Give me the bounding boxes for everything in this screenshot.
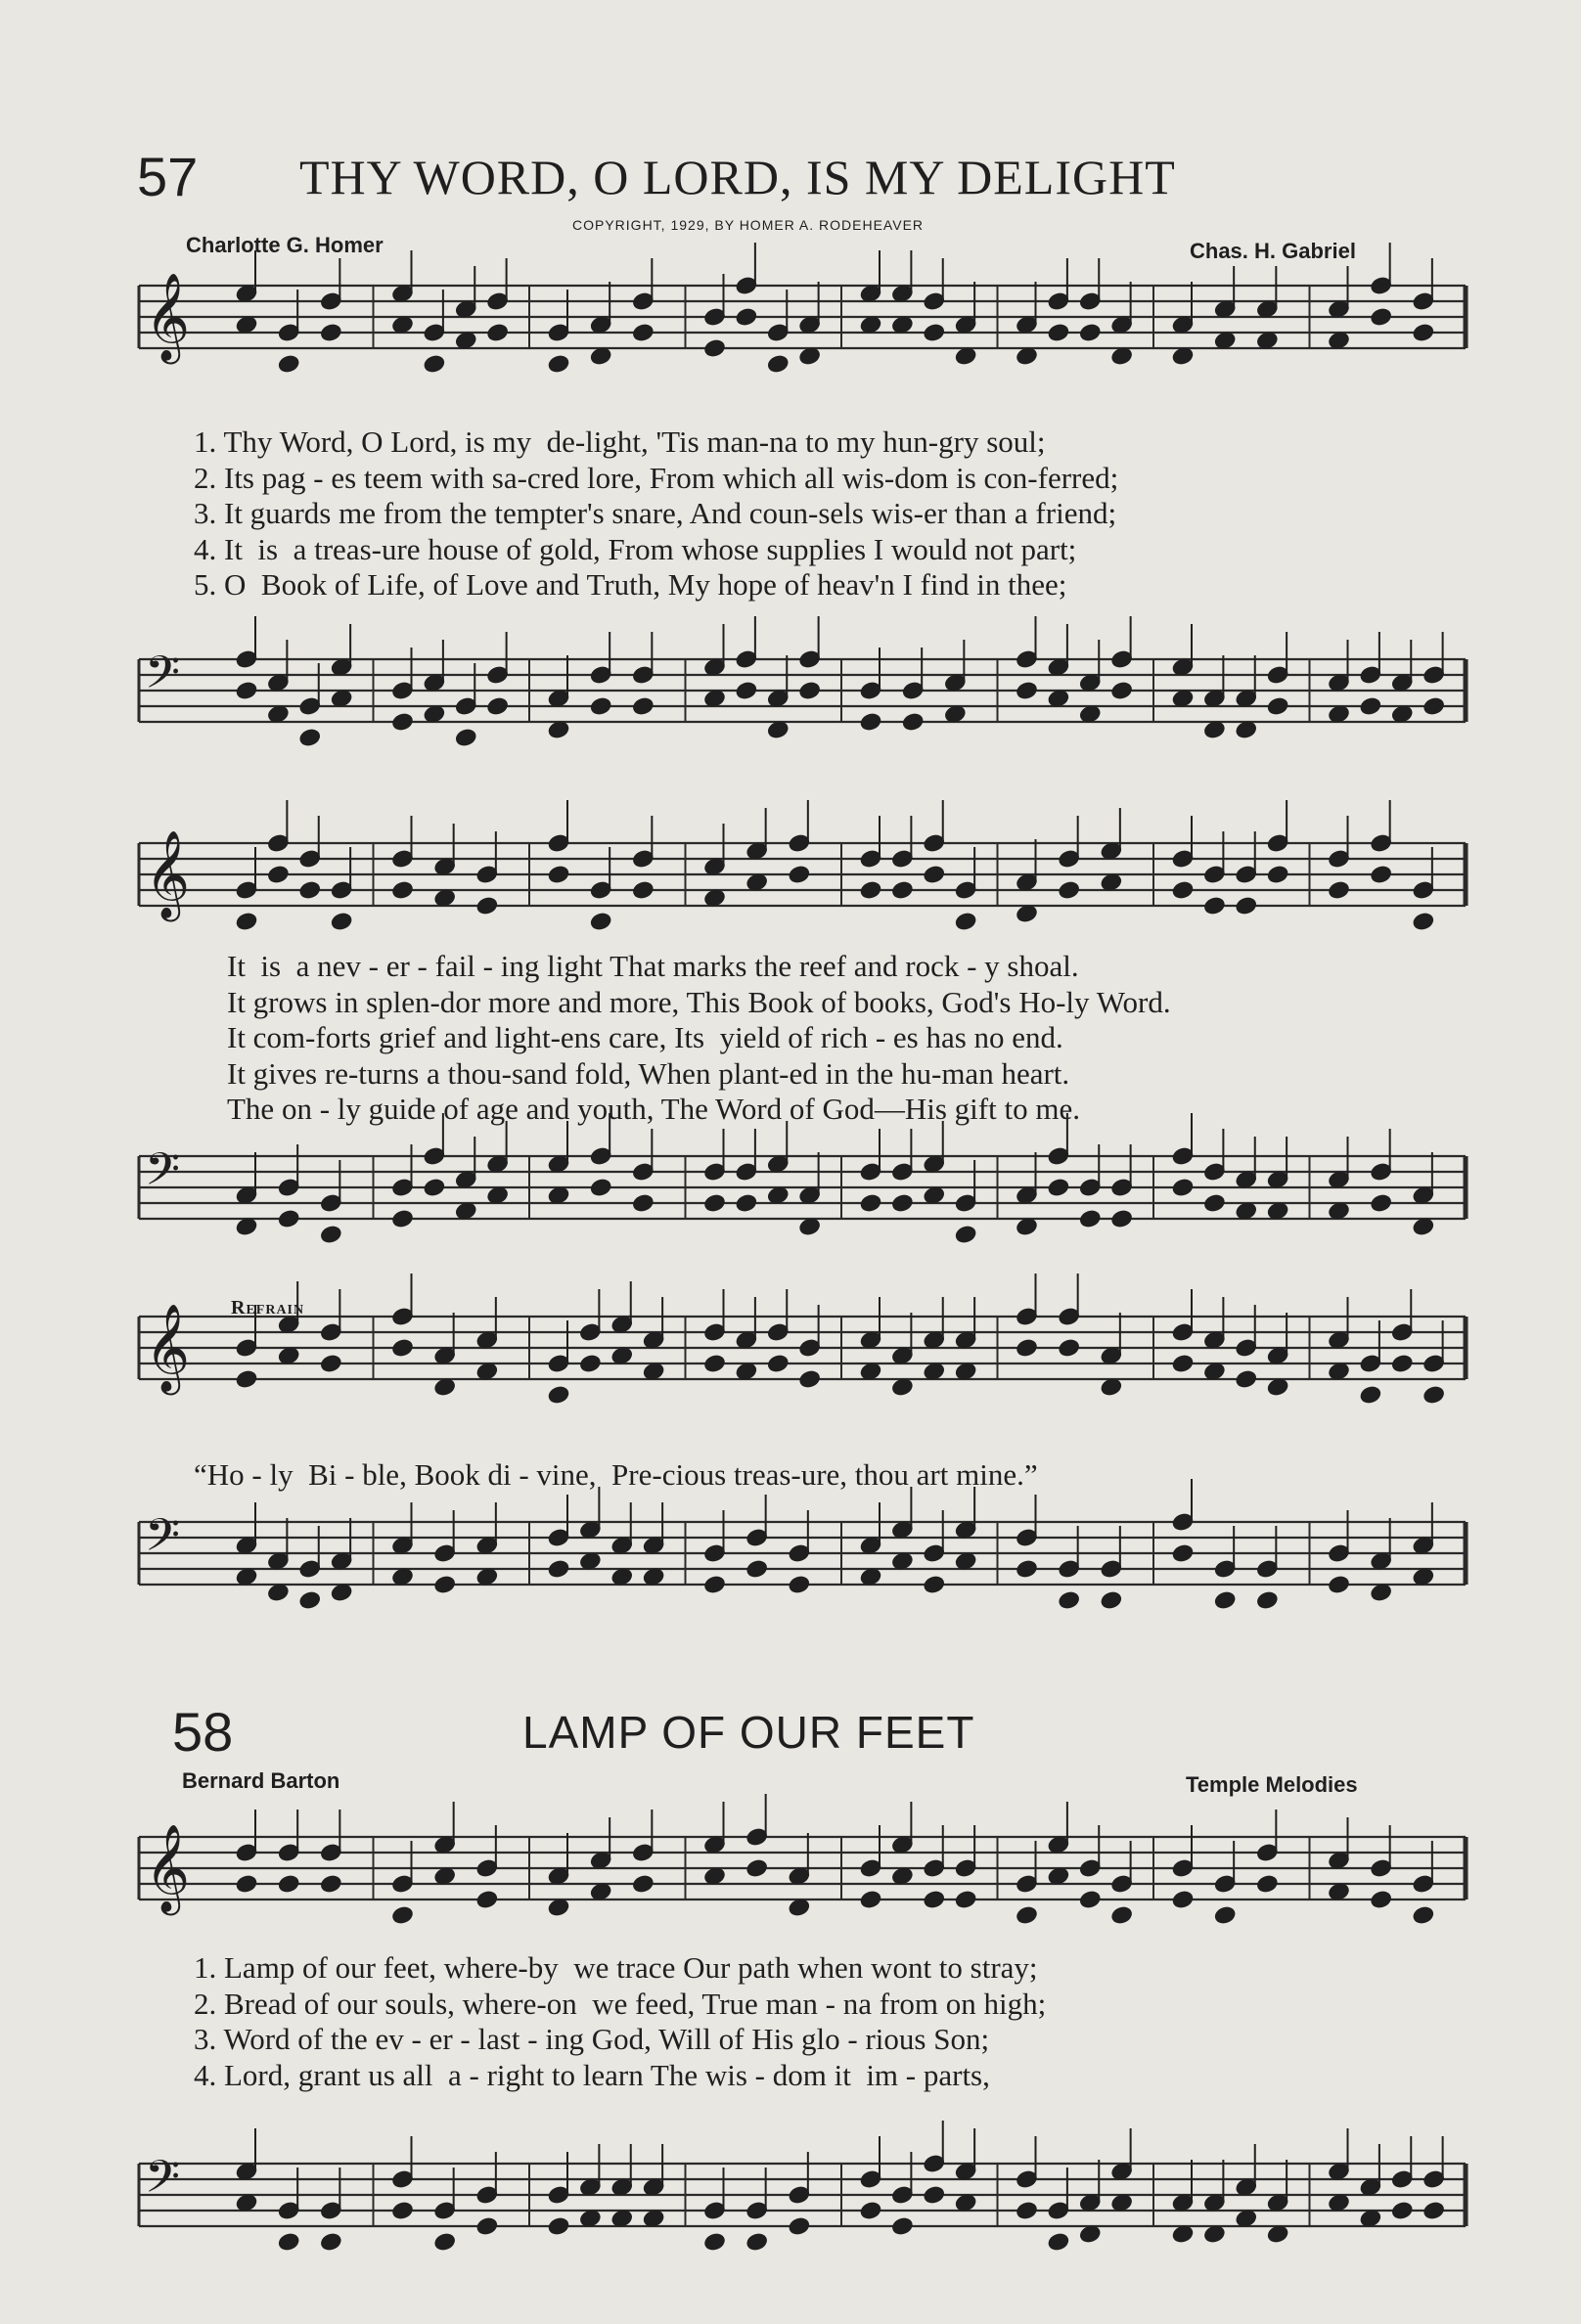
note-head xyxy=(391,1209,415,1229)
note-head xyxy=(1016,1338,1039,1359)
note-head xyxy=(703,1354,727,1374)
verse-line: The on - ly guide of age and youth, The Word of God—His gift to me. xyxy=(227,1092,1080,1126)
note-head xyxy=(1110,681,1134,701)
note-head xyxy=(1390,1354,1414,1374)
note-head xyxy=(235,1369,258,1390)
note-head xyxy=(1255,1590,1279,1611)
note-head xyxy=(1359,696,1382,717)
note-head xyxy=(1412,1905,1435,1926)
note-head xyxy=(703,2232,727,2253)
note-head xyxy=(735,307,758,328)
note-head xyxy=(859,880,882,901)
refrain-line: “Ho - ly Bi - ble, Book di - vine, Pre-cious treas-ure, thou art mine.” xyxy=(194,1457,1038,1492)
note-head xyxy=(859,2201,882,2221)
note-head xyxy=(589,1178,612,1198)
note-head xyxy=(1171,1543,1195,1564)
note-head xyxy=(703,1193,727,1214)
note-head xyxy=(589,912,612,932)
note-head xyxy=(1016,681,1039,701)
note-head xyxy=(798,681,822,701)
note-head xyxy=(298,1590,322,1611)
note-head xyxy=(1016,1905,1039,1926)
note-head xyxy=(277,354,300,375)
note-head xyxy=(923,2185,946,2206)
bass-clef-icon: 𝄢 xyxy=(145,1143,181,1207)
hymn-58-composer: Temple Melodies xyxy=(1186,1772,1358,1797)
refrain-lyrics xyxy=(194,1457,1038,1494)
note-head xyxy=(1423,2201,1446,2221)
verse-line: 2. Its pag - es teem with sa-cred lore, From which all wis-dom is con-ferred; xyxy=(194,460,1119,495)
note-head xyxy=(1058,880,1081,901)
note-head xyxy=(1255,1874,1279,1895)
note-head xyxy=(1266,696,1289,717)
treble-clef-icon: 𝄞 xyxy=(145,273,191,361)
note-head xyxy=(423,1178,446,1198)
verse-line: 2. Bread of our souls, where-on we feed, True man - na from on high; xyxy=(194,1986,1047,2021)
note-head xyxy=(788,2216,811,2237)
note-head xyxy=(486,696,510,717)
note-head xyxy=(631,323,655,343)
note-head xyxy=(1110,1209,1134,1229)
note-head xyxy=(890,2216,914,2237)
note-head xyxy=(266,865,290,885)
note-head xyxy=(745,2232,769,2253)
hymn-57-lyricist: Charlotte G. Homer xyxy=(186,233,384,257)
note-head xyxy=(631,1193,655,1214)
note-head xyxy=(1412,323,1435,343)
note-head xyxy=(890,880,914,901)
note-head xyxy=(391,1338,415,1359)
note-head xyxy=(745,1858,769,1879)
verse-line: 5. O Book of Life, of Love and Truth, My hope of heav'n I find in thee; xyxy=(194,567,1067,602)
note-head xyxy=(235,1874,258,1895)
note-head xyxy=(923,1575,946,1595)
note-head xyxy=(547,1559,570,1580)
note-head xyxy=(631,696,655,717)
note-head xyxy=(703,338,727,359)
note-head xyxy=(319,1225,342,1245)
note-head xyxy=(1423,1385,1446,1406)
note-head xyxy=(578,1354,602,1374)
note-head xyxy=(1047,323,1070,343)
verse-line: It is a nev - er - fail - ing light That marks the reef and rock - y shoal. xyxy=(227,949,1079,983)
note-head xyxy=(1058,1338,1081,1359)
note-head xyxy=(1171,1890,1195,1910)
note-head xyxy=(277,1209,300,1229)
note-head xyxy=(901,712,925,733)
note-head xyxy=(1110,1905,1134,1926)
note-head xyxy=(766,1354,790,1374)
note-head xyxy=(235,912,258,932)
note-head xyxy=(954,1225,977,1245)
note-head xyxy=(1412,912,1435,932)
note-head xyxy=(475,2216,499,2237)
note-head xyxy=(631,1874,655,1895)
note-head xyxy=(454,728,477,748)
note-head xyxy=(1359,1385,1382,1406)
note-head xyxy=(486,323,510,343)
note-head xyxy=(788,1575,811,1595)
verse-line: It gives re-turns a thou-sand fold, When plant-ed in the hu-man heart. xyxy=(227,1055,1070,1091)
note-head xyxy=(1235,896,1258,916)
note-head xyxy=(1016,1559,1039,1580)
refrain-label: Refrain xyxy=(231,1297,305,1318)
treble-clef-icon: 𝄞 xyxy=(145,830,191,918)
note-head xyxy=(1078,1209,1102,1229)
verse-line: 4. It is a treas-ure house of gold, From whose supplies I would not part; xyxy=(194,531,1077,566)
note-head xyxy=(547,1385,570,1406)
note-head xyxy=(923,1890,946,1910)
verse-line: 1. Lamp of our feet, where-by we trace Our path when wont to stray; xyxy=(194,1950,1038,1985)
hymn-58-lyricist: Bernard Barton xyxy=(182,1768,340,1793)
clefs xyxy=(145,273,190,2214)
hymn-57-composer: Chas. H. Gabriel xyxy=(1190,239,1356,263)
note-head xyxy=(391,1905,415,1926)
note-head xyxy=(1390,2201,1414,2221)
note-head xyxy=(954,1890,977,1910)
note-head xyxy=(423,354,446,375)
note-head xyxy=(547,865,570,885)
note-head xyxy=(319,1874,342,1895)
note-head xyxy=(788,865,811,885)
hymn-58-number: 58 xyxy=(172,1701,234,1763)
hymn-58-verses xyxy=(194,1950,1046,2093)
note-head xyxy=(391,880,415,901)
verse-line: 1. Thy Word, O Lord, is my de-light, 'Tis man-na to my hun-gry soul; xyxy=(194,425,1046,459)
note-head xyxy=(391,712,415,733)
note-head xyxy=(1171,880,1195,901)
note-head xyxy=(1078,323,1102,343)
note-head xyxy=(547,2216,570,2237)
verse-line: It grows in splen-dor more and more, This Book of books, God's Ho-ly Word. xyxy=(227,984,1171,1019)
hymn-57-verses-part1 xyxy=(194,425,1118,603)
note-head xyxy=(1058,1590,1081,1611)
bass-clef-icon: 𝄢 xyxy=(145,647,181,710)
verse-line: It com-forts grief and light-ens care, Its yield of rich - es has no end. xyxy=(227,1020,1063,1054)
bass-clef-icon: 𝄢 xyxy=(145,2151,181,2214)
note-head xyxy=(859,1890,882,1910)
note-head xyxy=(1370,307,1393,328)
verse-line: 3. Word of the ev - er - last - ing God, Will of His glo - rious Son; xyxy=(194,2022,990,2056)
note-head xyxy=(735,1193,758,1214)
treble-clef-icon: 𝄞 xyxy=(145,1824,191,1912)
note-head xyxy=(547,354,570,375)
note-head xyxy=(475,896,499,916)
note-head xyxy=(1047,1178,1070,1198)
note-head xyxy=(1171,1178,1195,1198)
note-head xyxy=(1202,896,1226,916)
note-head xyxy=(923,323,946,343)
treble-clef-icon: 𝄞 xyxy=(145,1304,191,1392)
note-head xyxy=(1370,1890,1393,1910)
note-head xyxy=(319,1354,342,1374)
note-head xyxy=(277,1874,300,1895)
note-head xyxy=(1328,1575,1351,1595)
note-head xyxy=(1423,696,1446,717)
hymn-57-number: 57 xyxy=(137,146,199,207)
note-head xyxy=(1213,1590,1237,1611)
note-head xyxy=(1370,865,1393,885)
bass-clef-icon: 𝄢 xyxy=(145,1509,181,1573)
note-head xyxy=(1213,1905,1237,1926)
hymn-58-title: LAMP OF OUR FEET xyxy=(522,1707,975,1758)
note-head xyxy=(1370,1193,1393,1214)
note-head xyxy=(433,2232,457,2253)
note-head xyxy=(298,880,322,901)
note-head xyxy=(319,2232,342,2253)
note-head xyxy=(235,681,258,701)
note-head xyxy=(1016,2201,1039,2221)
note-head xyxy=(589,696,612,717)
note-head xyxy=(277,2232,300,2253)
note-head xyxy=(1266,865,1289,885)
note-head xyxy=(391,2201,415,2221)
note-head xyxy=(475,1890,499,1910)
note-head xyxy=(1100,1590,1123,1611)
verse-line: 4. Lord, grant us all a - right to learn The wis - dom it im - parts, xyxy=(194,2057,990,2092)
note-head xyxy=(1047,2232,1070,2253)
note-head xyxy=(319,323,342,343)
note-head xyxy=(745,1559,769,1580)
hymn-57-verses-part2 xyxy=(227,949,1171,1128)
note-head xyxy=(631,880,655,901)
note-head xyxy=(330,912,353,932)
note-head xyxy=(923,865,946,885)
note-head xyxy=(298,728,322,748)
note-head xyxy=(859,712,882,733)
note-head xyxy=(1078,1890,1102,1910)
note-head xyxy=(703,1575,727,1595)
note-head xyxy=(798,1369,822,1390)
note-head xyxy=(1171,1354,1195,1374)
hymn-57-copyright: COPYRIGHT, 1929, BY HOMER A. RODEHEAVER xyxy=(572,217,925,233)
note-head xyxy=(433,1575,457,1595)
note-head xyxy=(1202,1193,1226,1214)
note-head xyxy=(1235,1369,1258,1390)
note-head xyxy=(890,1193,914,1214)
hymn-57-title: THY WORD, O LORD, IS MY DELIGHT xyxy=(299,150,1176,204)
note-head xyxy=(1328,880,1351,901)
note-head xyxy=(766,354,790,375)
verse-line: 3. It guards me from the tempter's snare, And coun-sels wis-er than a friend; xyxy=(194,496,1117,530)
note-head xyxy=(735,681,758,701)
note-head xyxy=(954,912,977,932)
note-head xyxy=(859,1193,882,1214)
